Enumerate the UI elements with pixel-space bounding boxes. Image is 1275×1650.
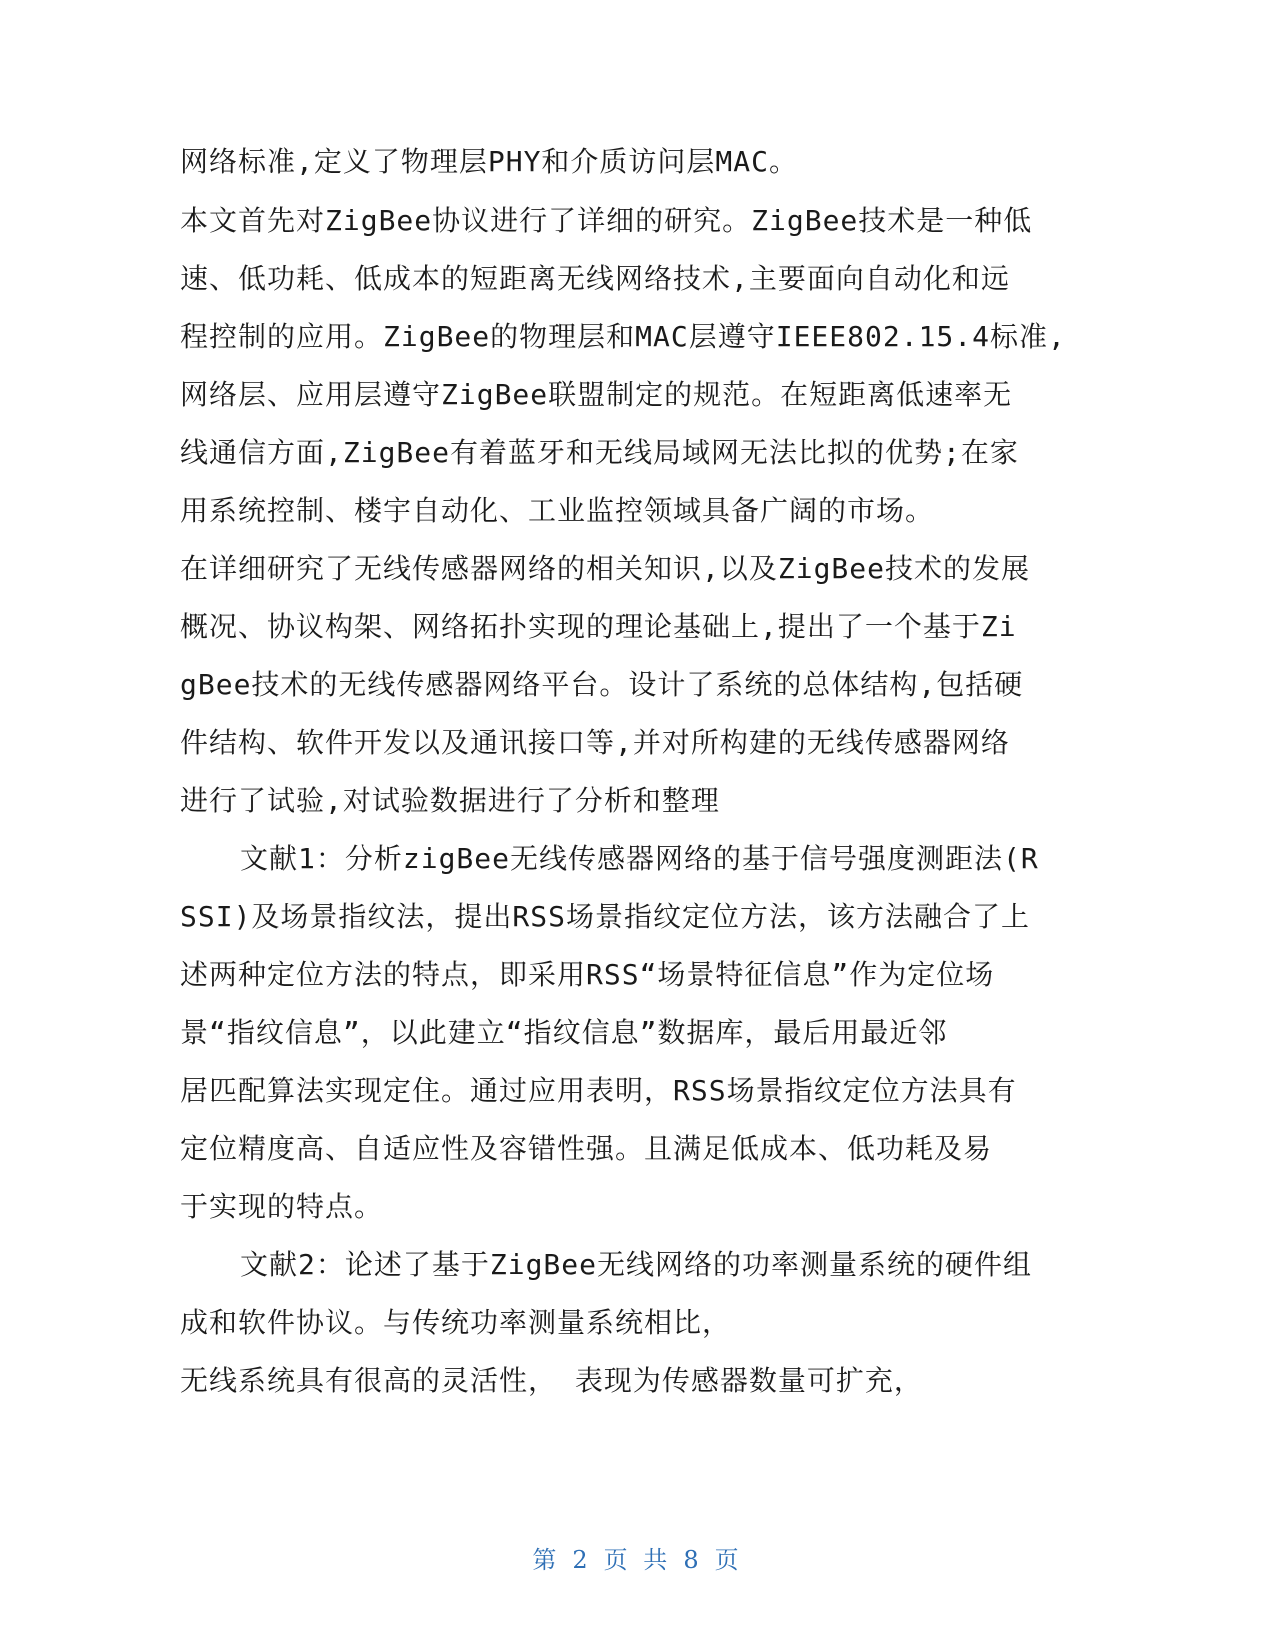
text-line: 成和软件协议。与传统功率测量系统相比， — [180, 1306, 732, 1339]
text-line: 定位精度高、自适应性及容错性强。且满足低成本、低功耗及易 — [180, 1132, 993, 1165]
text-line: 无线系统具有很高的灵活性， 表现为传感器数量可扩充， — [180, 1364, 923, 1397]
text-line: 居匹配算法实现定住。通过应用表明，RSS场景指纹定位方法具有 — [180, 1074, 1017, 1107]
text-line: 程控制的应用。ZigBee的物理层和MAC层遵守IEEE802.15.4标准, — [180, 320, 1066, 353]
text-line: 概况、协议构架、网络拓扑实现的理论基础上,提出了一个基于Zi — [180, 610, 1017, 643]
text-line: 件结构、软件开发以及通讯接口等,并对所构建的无线传感器网络 — [180, 726, 1010, 759]
text-line: 述两种定位方法的特点，即采用RSS“场景特征信息”作为定位场 — [180, 958, 995, 991]
text-line: 网络标准,定义了物理层PHY和介质访问层MAC。 — [180, 145, 799, 178]
text-line: 线通信方面,ZigBee有着蓝牙和无线局域网无法比拟的优势;在家 — [180, 436, 1019, 469]
text-line: 文献2：论述了基于ZigBee无线网络的功率测量系统的硬件组 — [240, 1248, 1033, 1281]
page-footer — [0, 1540, 1275, 1575]
text-line: 于实现的特点。 — [180, 1190, 384, 1223]
text-line: 在详细研究了无线传感器网络的相关知识,以及ZigBee技术的发展 — [180, 552, 1031, 585]
footer-total-pages: 8 — [683, 1546, 703, 1574]
text-line: 网络层、应用层遵守ZigBee联盟制定的规范。在短距离低速率无 — [180, 378, 1013, 411]
footer-page-number: 2 — [572, 1546, 592, 1574]
footer-middle: 页 共 — [603, 1546, 672, 1574]
text-line: 进行了试验,对试验数据进行了分析和整理 — [180, 784, 720, 817]
text-line: 速、低功耗、低成本的短距离无线网络技术,主要面向自动化和远 — [180, 262, 1010, 295]
text-line: SSI)及场景指纹法，提出RSS场景指纹定位方法，该方法融合了上 — [180, 900, 1031, 933]
text-line: 用系统控制、楼宇自动化、工业监控领域具备广阔的市场。 — [180, 494, 935, 527]
footer-prefix: 第 — [532, 1546, 561, 1574]
text-line: gBee技术的无线传感器网络平台。设计了系统的总体结构,包括硬 — [180, 668, 1024, 701]
footer-suffix: 页 — [714, 1546, 743, 1574]
text-line: 景“指纹信息”，以此建立“指纹信息”数据库，最后用最近邻 — [180, 1016, 948, 1049]
text-line: 文献1：分析zigBee无线传感器网络的基于信号强度测距法(R — [240, 842, 1039, 875]
text-line: 本文首先对ZigBee协议进行了详细的研究。ZigBee技术是一种低 — [180, 204, 1033, 237]
